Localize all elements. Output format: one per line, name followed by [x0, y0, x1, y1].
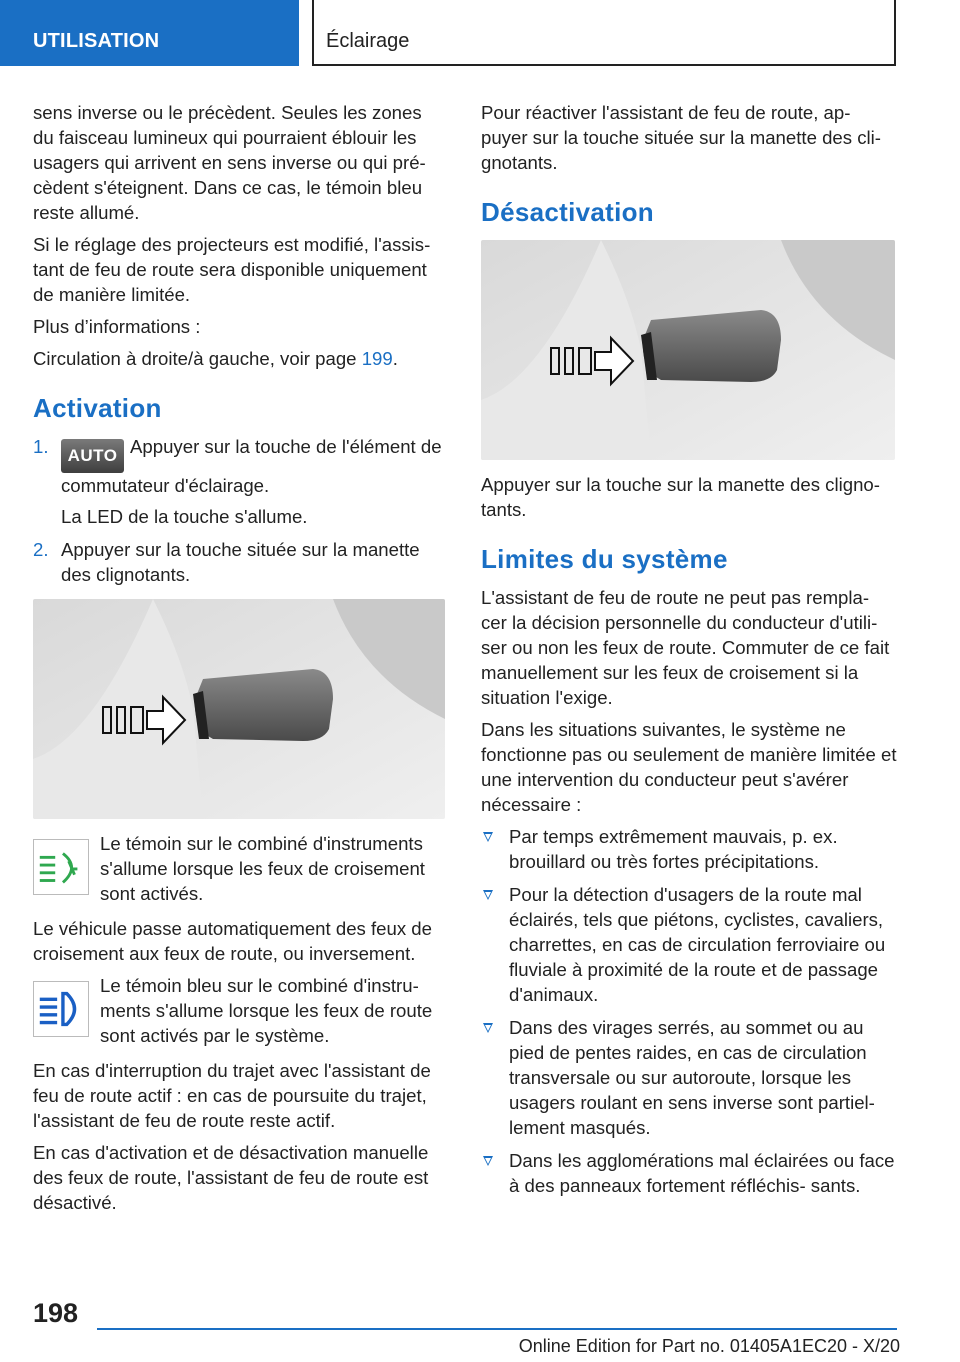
header-section-tab: UTILISATION	[0, 0, 299, 66]
section-title-limits: Limites du système	[481, 544, 728, 574]
steps-list	[33, 434, 445, 587]
paragraph: En cas d'interruption du trajet avec l'assistant de feu de route actif : en cas de poursuite du trajet, l'assistant de feu de route reste actif.	[33, 1060, 431, 1131]
list-item	[481, 1148, 897, 1198]
step-number: 1.	[33, 436, 49, 457]
left-column	[33, 100, 445, 1222]
bullet-text: Pour la détection d'usagers de la route mal éclairés, tels que piétons, cyclistes, cavaliers, charrettes, en cas de circulation ferroviaire ou fluviale à proximité de la route et de passage d'animaux.	[509, 884, 886, 1005]
list-item	[481, 1015, 897, 1140]
page-number: 198	[33, 1298, 79, 1328]
step-1-text: Appuyer sur la touche de l'élément de commutateur d'éclairage.	[61, 436, 442, 496]
paragraph: L'assistant de feu de route ne peut pas rempla- cer la décision personnelle du conducteur d'utili- ser ou non les feux de route. Commuter de ce fait manuellement sur les feux de croisement si la situation l'exige.	[481, 587, 890, 708]
paragraph: Pour réactiver l'assistant de feu de route, ap- puyer sur la touche située sur la manette des cli- gnotants.	[481, 102, 881, 173]
triangle-bullet-icon	[483, 832, 493, 842]
list-item	[33, 537, 445, 587]
triangle-bullet-icon	[483, 890, 493, 900]
period: .	[392, 348, 398, 369]
turn-signal-stalk-illustration	[481, 240, 895, 460]
step-1-sub: La LED de la touche s'allume.	[61, 506, 308, 527]
paragraph: Plus d’informations :	[33, 316, 201, 337]
paragraph: En cas d'activation et de désactivation manuelle des feux de route, l'assistant de feu de route est désactivé.	[33, 1142, 429, 1213]
bullet-text: Dans des virages serrés, au sommet ou au pied de pentes raides, en cas de circulation transversale ou sur autoroute, lorsque les usagers roulant en sens inverse sont partiel- lement masqués.	[509, 1017, 875, 1138]
footer-divider	[97, 1328, 897, 1330]
right-column	[481, 100, 897, 1206]
triangle-bullet-icon	[483, 1156, 493, 1166]
page-link[interactable]: 199	[361, 348, 393, 369]
bullet-text: Par temps extrêmement mauvais, p. ex. brouillard ou très fortes précipitations.	[509, 826, 838, 872]
paragraph: sens inverse ou le précèdent. Seules les zones du faisceau lumineux qui pourraient éblouir les usagers qui arrivent en sens inverse ou qui pré- cèdent s'éteignent. Dans ce cas, le témoin bleu reste allumé.	[33, 102, 426, 223]
section-title-activation: Activation	[33, 393, 162, 423]
step-2-text: Appuyer sur la touche située sur la manette des clignotants.	[61, 539, 420, 585]
header-chapter-title: Éclairage	[312, 0, 896, 66]
list-item	[33, 434, 445, 529]
footer-edition: Online Edition for Part no. 01405A1EC20 - X/20	[518, 1336, 900, 1356]
indicator-text: Le témoin sur le combiné d'instruments s'allume lorsque les feux de croisement sont activés.	[100, 833, 425, 904]
step-number: 2.	[33, 539, 49, 560]
low-beam-auto-indicator-icon	[33, 839, 89, 895]
paragraph-with-link	[33, 346, 445, 371]
high-beam-indicator-icon	[33, 981, 89, 1037]
list-item	[481, 882, 897, 1007]
bullet-text: Dans les agglomérations mal éclairées ou face à des panneaux fortement réfléchis- sants.	[509, 1150, 895, 1196]
list-item	[481, 824, 897, 874]
limits-list	[481, 824, 897, 1198]
triangle-bullet-icon	[483, 1023, 493, 1033]
paragraph: Si le réglage des projecteurs est modifié, l'assis- tant de feu de route sera disponible uniquement de manière limitée.	[33, 234, 431, 305]
paragraph: Le véhicule passe automatiquement des feux de croisement aux feux de route, ou inversement.	[33, 918, 432, 964]
section-title-deactivation: Désactivation	[481, 197, 654, 227]
indicator-row	[33, 831, 445, 906]
auto-button-icon: AUTO	[61, 439, 124, 473]
cross-reference-text: Circulation à droite/à gauche, voir page	[33, 348, 362, 369]
paragraph: Dans les situations suivantes, le système ne fonctionne pas ou seulement de manière limitée et une intervention du conducteur peut s'avérer nécessaire :	[481, 719, 897, 815]
turn-signal-stalk-illustration	[33, 599, 445, 819]
paragraph: Appuyer sur la touche sur la manette des cligno- tants.	[481, 474, 880, 520]
step-text	[61, 436, 445, 529]
indicator-text: Le témoin bleu sur le combiné d'instru- ments s'allume lorsque les feux de route sont activés par le système.	[100, 975, 433, 1046]
indicator-row	[33, 973, 445, 1048]
